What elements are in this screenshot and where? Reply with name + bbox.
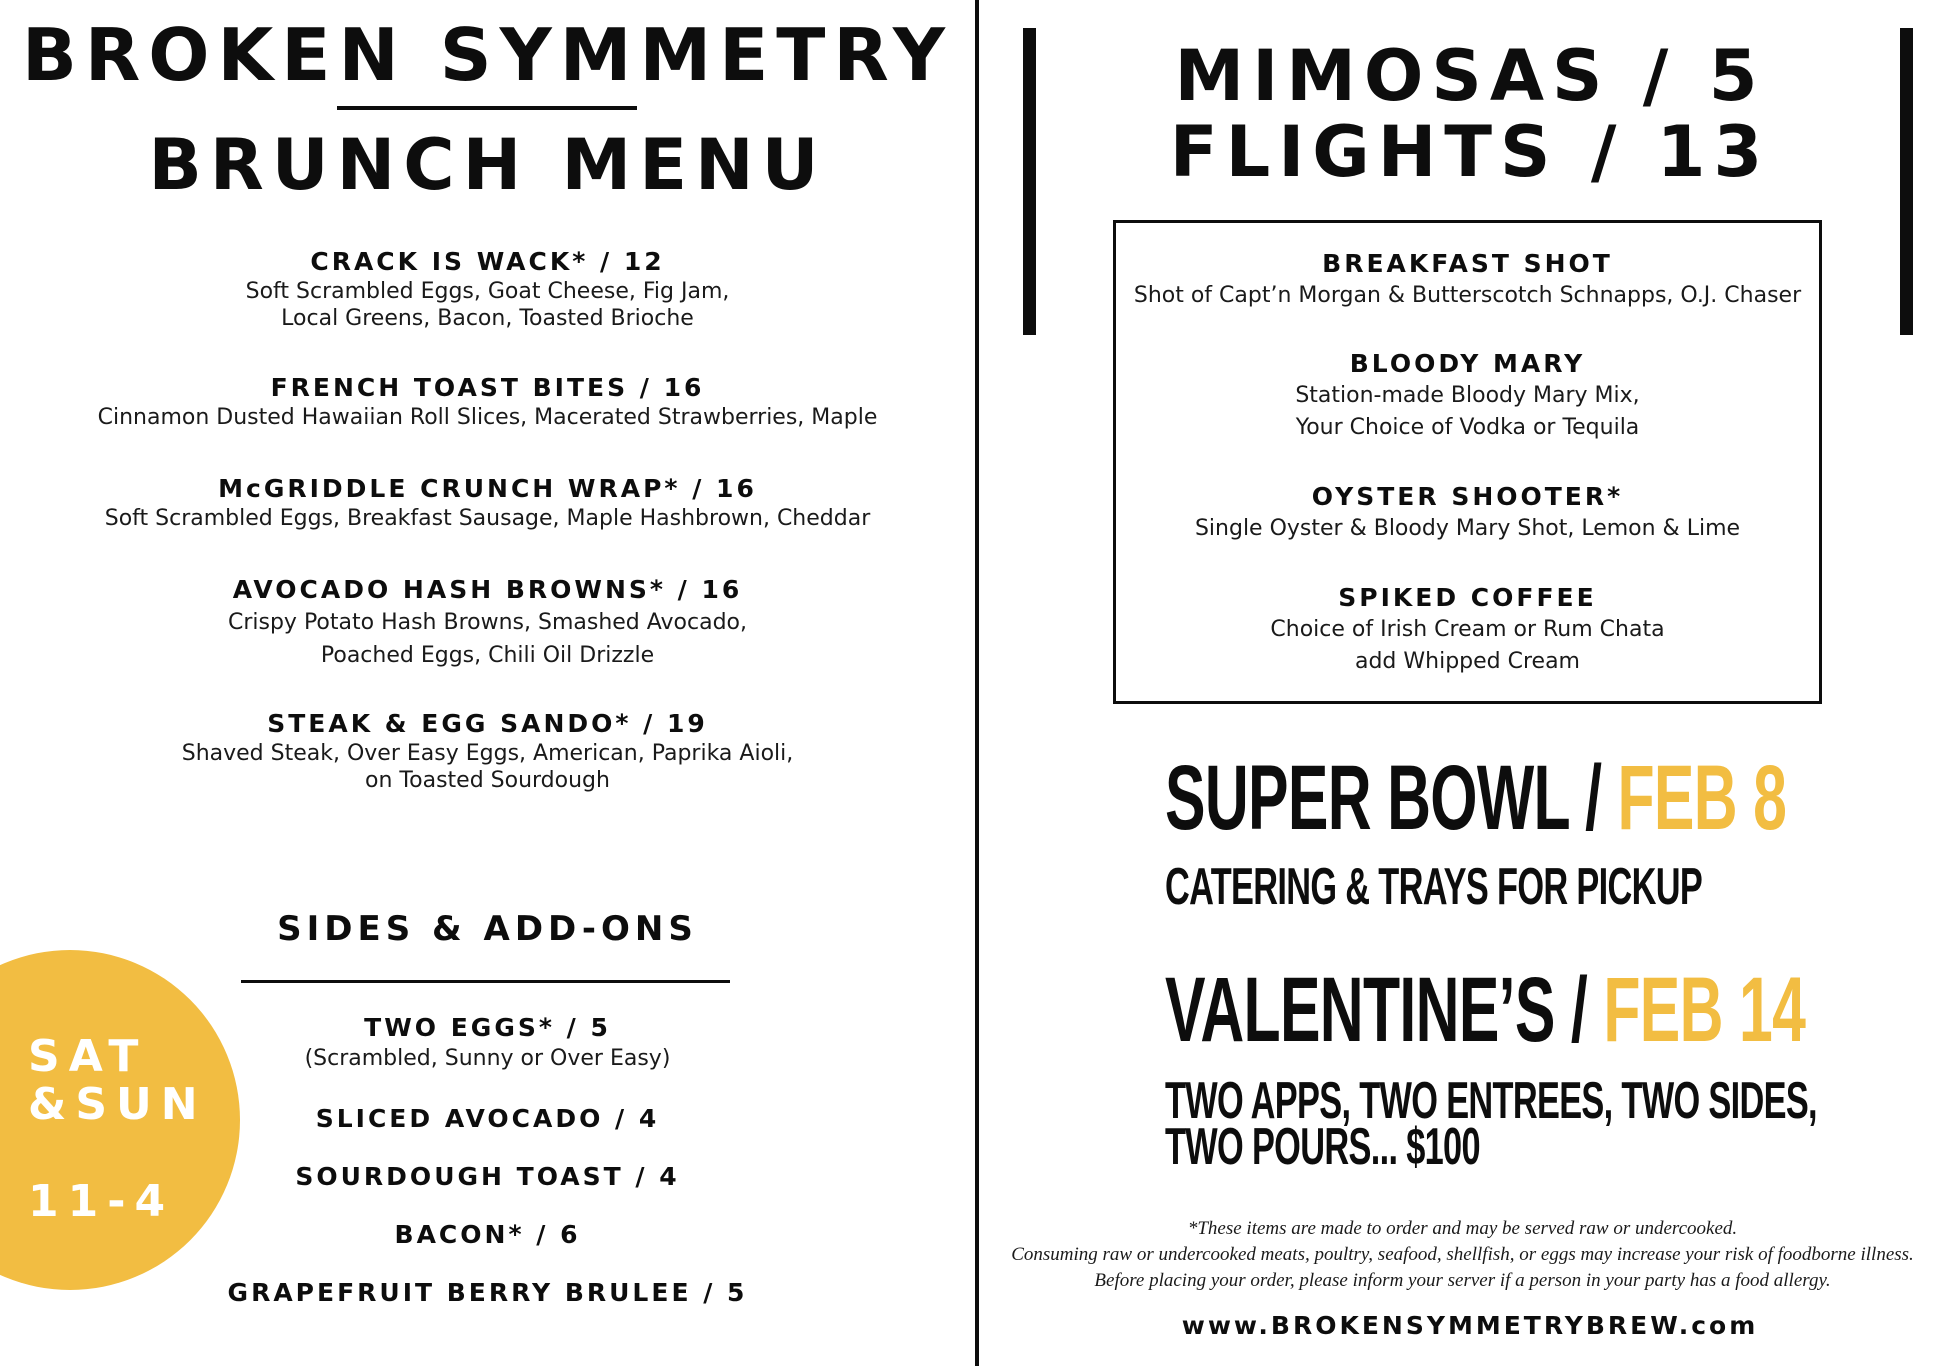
menu-item-desc: Cinnamon Dusted Hawaiian Roll Slices, Macerated Strawberries, Maple (97, 405, 878, 430)
badge-hours: 11-4 (28, 1176, 175, 1227)
menu-item (50, 246, 925, 332)
decorative-bar-right (1900, 28, 1913, 335)
side-item (200, 1103, 775, 1135)
drink-item (1116, 248, 1819, 312)
valentines-label: VALENTINE’S / (1165, 959, 1604, 1061)
drink-desc: Station-made Bloody Mary Mix, (1295, 383, 1640, 408)
menu-item-desc: Soft Scrambled Eggs, Goat Cheese, Fig Jam, (245, 279, 730, 304)
menu-item-desc: Local Greens, Bacon, Toasted Brioche (281, 306, 694, 331)
menu-item (50, 372, 925, 431)
drink-name: BLOODY MARY (1349, 349, 1586, 378)
badge-days-line1: SAT (28, 1031, 148, 1082)
brand-name: BROKEN SYMMETRY (21, 13, 954, 97)
superbowl-subtext: CATERING & TRAYS FOR PICKUP (1165, 858, 1703, 916)
drink-desc: Single Oyster & Bloody Mary Shot, Lemon & Lime (1194, 516, 1741, 541)
sides-heading: SIDES & ADD-ONS (277, 909, 698, 949)
drinks-box (1113, 220, 1822, 704)
drinks-heading-line1: MIMOSAS / 5 (1174, 35, 1766, 117)
menu-item-desc: Soft Scrambled Eggs, Breakfast Sausage, Maple Hashbrown, Cheddar (104, 506, 871, 531)
menu-item-name: McGRIDDLE CRUNCH WRAP* / 16 (218, 474, 757, 503)
side-item-name: TWO EGGS* / 5 (364, 1013, 611, 1042)
sides-divider (241, 980, 730, 983)
side-item (200, 1161, 775, 1193)
decorative-bar-left (1023, 28, 1036, 335)
menu-item (50, 708, 925, 794)
disclaimer-line: Consuming raw or undercooked meats, poultry, seafood, shellfish, or eggs may increase your risk of foodborne illness. (1011, 1244, 1914, 1265)
menu-item (50, 574, 925, 672)
valentines-heading (1165, 959, 1806, 1061)
superbowl-heading (1165, 747, 1787, 849)
drink-desc: Shot of Capt’n Morgan & Butterscotch Schnapps, O.J. Chaser (1133, 283, 1802, 308)
menu-item-name: AVOCADO HASH BROWNS* / 16 (232, 575, 743, 604)
drinks-heading-line2: FLIGHTS / 13 (1169, 111, 1771, 193)
menu-item-desc: on Toasted Sourdough (365, 768, 610, 793)
side-item-name: GRAPEFRUIT BERRY BRULEE / 5 (227, 1278, 748, 1307)
valentines-subtext-line2: TWO POURS... $100 (1165, 1118, 1480, 1176)
menu-item-desc: Poached Eggs, Chili Oil Drizzle (320, 643, 655, 668)
drink-desc: Your Choice of Vodka or Tequila (1295, 415, 1640, 440)
allergy-disclaimer (980, 1216, 1945, 1294)
menu-item (50, 473, 925, 532)
superbowl-date: FEB 8 (1617, 747, 1787, 849)
valentines-date: FEB 14 (1603, 959, 1806, 1061)
badge-days-line2: &SUN (28, 1079, 207, 1130)
side-item (200, 1277, 775, 1309)
drink-desc: Choice of Irish Cream or Rum Chata (1270, 617, 1665, 642)
side-item-note: (Scrambled, Sunny or Over Easy) (304, 1046, 671, 1071)
drink-name: BREAKFAST SHOT (1322, 249, 1613, 278)
drink-name: OYSTER SHOOTER* (1311, 482, 1624, 511)
menu-item-name: STEAK & EGG SANDO* / 19 (267, 709, 708, 738)
drink-item (1116, 582, 1819, 678)
disclaimer-line: Before placing your order, please inform your server if a person in your party has a food allergy. (1094, 1270, 1831, 1291)
drink-desc: add Whipped Cream (1354, 649, 1580, 674)
side-item (200, 1219, 775, 1251)
disclaimer-line: *These items are made to order and may be served raw or undercooked. (1187, 1218, 1738, 1239)
side-item-name: SOURDOUGH TOAST / 4 (295, 1162, 680, 1191)
brunch-panel (0, 0, 975, 1366)
drink-item (1116, 481, 1819, 545)
superbowl-label: SUPER BOWL / (1165, 747, 1618, 849)
side-item (200, 1012, 775, 1074)
valentines-subtext-line1: TWO APPS, TWO ENTREES, TWO SIDES, (1165, 1072, 1817, 1130)
side-item-name: SLICED AVOCADO / 4 (315, 1104, 660, 1133)
menu-title: BRUNCH MENU (148, 124, 827, 206)
drink-item (1116, 348, 1819, 444)
menu-item-name: CRACK IS WACK* / 12 (310, 247, 665, 276)
menu-item-desc: Crispy Potato Hash Browns, Smashed Avocado, (227, 610, 748, 635)
website-link[interactable]: www.BROKENSYMMETRYBREW.com (1181, 1311, 1759, 1340)
panel-divider (975, 0, 979, 1366)
drink-name: SPIKED COFFEE (1338, 583, 1597, 612)
menu-item-name: FRENCH TOAST BITES / 16 (270, 373, 705, 402)
menu-item-desc: Shaved Steak, Over Easy Eggs, American, Paprika Aioli, (181, 741, 794, 766)
brand-divider (337, 106, 637, 110)
side-item-name: BACON* / 6 (394, 1220, 581, 1249)
